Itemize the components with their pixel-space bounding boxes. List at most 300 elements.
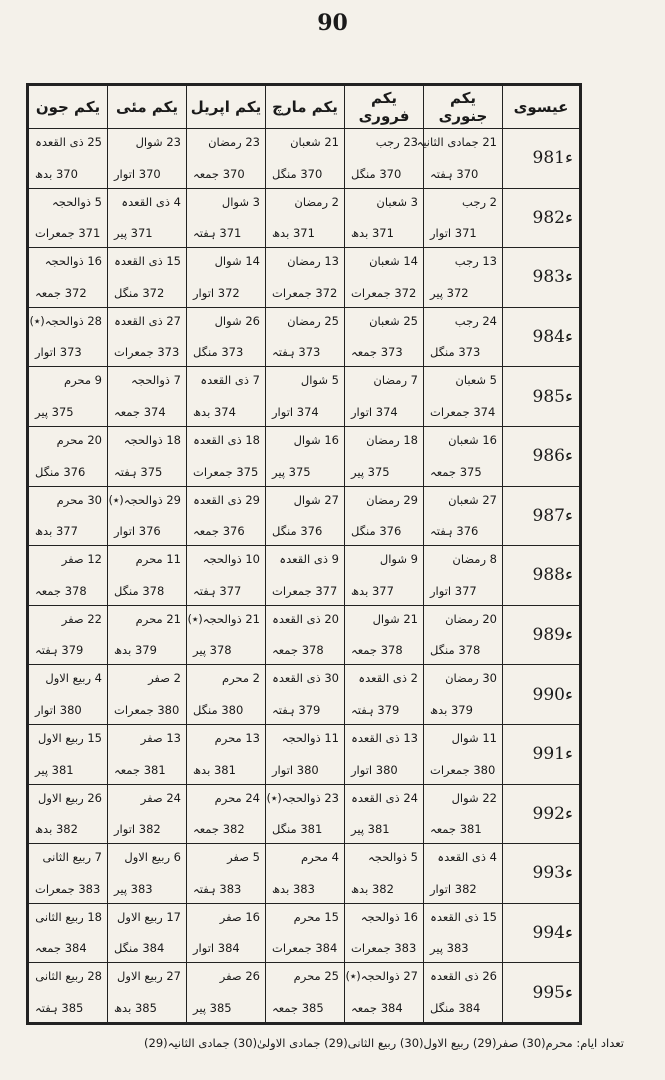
day-cell [266, 129, 345, 189]
header-year: عیسوی [503, 86, 580, 129]
table-body [29, 129, 580, 1023]
day-cell [29, 188, 108, 248]
day-cell [187, 188, 266, 248]
header-month: یکم مئی [108, 86, 187, 129]
hijri-year-weekday: 383 پیر [114, 881, 153, 896]
hijri-year-weekday: 371 اتوار [430, 226, 477, 241]
day-cell [266, 724, 345, 784]
hijri-date: 25 محرم [293, 969, 339, 984]
hijri-date: 26 شوال [214, 313, 260, 328]
year-cell: 990ء [503, 665, 580, 725]
hijri-date: 9 محرم [63, 373, 102, 388]
hijri-date: 4 ربیع الاول [45, 671, 102, 686]
table-row [29, 426, 580, 486]
day-cell [345, 665, 424, 725]
hijri-date: 2 محرم [221, 671, 260, 686]
day-cell [266, 307, 345, 367]
day-cell [187, 963, 266, 1023]
hijri-year-weekday: 383 ہفتہ [193, 881, 242, 896]
hijri-year-weekday: 374 اتوار [272, 404, 319, 419]
day-cell [108, 248, 187, 308]
hijri-year-weekday: 384 جمعہ [35, 941, 87, 956]
hijri-year-weekday: 373 منگل [193, 345, 244, 360]
hijri-year-weekday: 373 جمعرات [114, 345, 180, 360]
year-cell: 995ء [503, 963, 580, 1023]
table-row [29, 903, 580, 963]
day-cell [187, 486, 266, 546]
hijri-year-weekday: 385 جمعہ [272, 1001, 324, 1015]
day-cell [187, 844, 266, 904]
day-cell [266, 367, 345, 427]
hijri-year-weekday: 382 اتوار [114, 822, 161, 837]
day-cell [108, 367, 187, 427]
hijri-date: 23 شوال [135, 135, 181, 149]
hijri-year-weekday: 372 اتوار [193, 285, 240, 300]
day-cell [187, 248, 266, 308]
hijri-date: 13 رمضان [287, 254, 339, 269]
day-cell [424, 844, 503, 904]
day-cell [187, 724, 266, 784]
hijri-year-weekday: 370 منگل [272, 166, 323, 181]
hijri-year-weekday: 380 جمعرات [114, 702, 180, 717]
day-cell [424, 307, 503, 367]
hijri-date: 9 شوال [379, 552, 418, 567]
year-cell: 989ء [503, 605, 580, 665]
hijri-date: 27 شوال [293, 492, 339, 507]
hijri-date: 24 رجب [454, 313, 497, 328]
hijri-year-weekday: 371 جمعرات [35, 226, 101, 241]
hijri-date: 4 ذی القعدہ [437, 850, 497, 865]
hijri-year-weekday: 370 بدھ [35, 166, 78, 181]
hijri-date: 5 صفر [227, 850, 260, 865]
day-cell [29, 367, 108, 427]
hijri-year-weekday: 377 اتوار [430, 583, 477, 598]
hijri-year-weekday: 383 پیر [430, 941, 469, 956]
hijri-date: 5 ذوالحجہ [368, 850, 418, 865]
hijri-date: 25 رمضان [287, 313, 339, 328]
hijri-date: 16 صفر [219, 909, 260, 924]
hijri-date: 7 ربیع الثانی [42, 850, 102, 865]
day-cell [29, 963, 108, 1023]
day-cell [187, 367, 266, 427]
hijri-year-weekday: 374 بدھ [193, 404, 236, 419]
hijri-year-weekday: 377 بدھ [35, 524, 78, 539]
hijri-date: 21 محرم [135, 611, 181, 626]
hijri-date: 23 رجب [375, 135, 418, 149]
day-cell [187, 129, 266, 189]
hijri-date: 17 ربیع الاول [117, 909, 181, 924]
hijri-year-weekday: 371 بدھ [272, 226, 315, 241]
hijri-year-weekday: 376 منگل [351, 524, 402, 539]
year-cell: 994ء [503, 903, 580, 963]
day-cell [424, 605, 503, 665]
hijri-date: 16 شوال [293, 432, 339, 447]
hijri-year-weekday: 382 اتوار [430, 881, 477, 896]
day-cell [266, 486, 345, 546]
hijri-year-weekday: 381 منگل [272, 822, 323, 837]
day-cell [29, 129, 108, 189]
year-cell: 991ء [503, 724, 580, 784]
day-cell [187, 605, 266, 665]
hijri-date: 11 محرم [135, 552, 181, 567]
hijri-year-weekday: 372 جمعہ [35, 285, 87, 300]
day-cell [29, 903, 108, 963]
hijri-date: 15 ربیع الاول [38, 730, 102, 745]
day-cell [187, 426, 266, 486]
hijri-year-weekday: 384 منگل [114, 941, 165, 956]
hijri-year-weekday: 382 بدھ [35, 822, 78, 837]
hijri-date: 3 شعبان [376, 194, 418, 209]
hijri-date: 13 رجب [454, 254, 497, 269]
day-cell [29, 665, 108, 725]
hijri-year-weekday: 373 جمعہ [351, 345, 403, 360]
hijri-date: 16 ذوالحجہ [360, 909, 418, 924]
hijri-date: 16 ذوالحجہ [44, 254, 102, 269]
day-cell [108, 903, 187, 963]
hijri-year-weekday: 381 بدھ [193, 762, 236, 777]
hijri-year-weekday: 383 بدھ [272, 881, 315, 896]
hijri-year-weekday: 379 ہفتہ [272, 702, 321, 717]
hijri-year-weekday: 379 ہفتہ [35, 643, 84, 658]
hijri-year-weekday: 376 جمعہ [193, 524, 245, 539]
day-cell [345, 188, 424, 248]
header-month: یکم اپریل [187, 86, 266, 129]
day-cell [108, 307, 187, 367]
year-cell: 988ء [503, 546, 580, 606]
hijri-year-weekday: 378 منگل [114, 583, 165, 598]
day-cell [424, 963, 503, 1023]
hijri-date: 13 صفر [140, 730, 181, 745]
hijri-year-weekday: 380 اتوار [351, 762, 398, 777]
day-cell [424, 367, 503, 427]
hijri-year-weekday: 371 ہفتہ [193, 226, 242, 241]
hijri-year-weekday: 380 اتوار [35, 702, 82, 717]
hijri-year-weekday: 372 پیر [430, 285, 469, 300]
hijri-year-weekday: 378 جمعہ [351, 643, 403, 658]
hijri-date: 20 ذی القعدہ [272, 611, 339, 626]
day-cell [108, 665, 187, 725]
day-cell [108, 129, 187, 189]
hijri-date: 29 ذی القعدہ [193, 492, 260, 507]
day-cell [108, 546, 187, 606]
day-cell [187, 307, 266, 367]
table-row [29, 546, 580, 606]
hijri-year-weekday: 370 منگل [351, 166, 402, 181]
header-month: یکم جون [29, 86, 108, 129]
day-cell [266, 844, 345, 904]
calendar-table-frame [26, 83, 582, 1025]
day-cell [424, 665, 503, 725]
year-cell: 992ء [503, 784, 580, 844]
hijri-date: 16 شعبان [448, 432, 497, 447]
hijri-year-weekday: 375 جمعہ [430, 464, 482, 479]
hijri-year-weekday: 380 منگل [193, 702, 244, 717]
hijri-year-weekday: 381 پیر [35, 762, 74, 777]
hijri-date: 5 شوال [300, 373, 339, 388]
day-cell [108, 426, 187, 486]
calendar-conversion-table [28, 85, 580, 1023]
hijri-date: 2 ذی القعدہ [358, 671, 418, 686]
hijri-year-weekday: 381 پیر [351, 822, 390, 837]
day-cell [108, 963, 187, 1023]
hijri-date: 13 ذی القعدہ [351, 730, 418, 745]
footer-note: تعداد ایام: محرم(30) صفر(29) ربیع الاول(30) ربیع الثانی(29) جمادی الاولیٰ(30) جمادی الثانیہ(29) [144, 1036, 624, 1050]
year-cell: 984ء [503, 307, 580, 367]
day-cell [345, 546, 424, 606]
hijri-date: 24 محرم [214, 790, 260, 805]
hijri-date: 4 ذی القعدہ [121, 194, 181, 209]
table-row [29, 844, 580, 904]
table-row [29, 248, 580, 308]
hijri-date: 28 ربیع الثانی [35, 969, 102, 984]
day-cell [345, 784, 424, 844]
table-row [29, 486, 580, 546]
year-cell: 981ء [503, 129, 580, 189]
day-cell [345, 486, 424, 546]
day-cell [29, 844, 108, 904]
hijri-date: 5 شعبان [455, 373, 497, 388]
day-cell [424, 546, 503, 606]
day-cell [187, 903, 266, 963]
hijri-date: 29 ذوالحجہ(٭) [108, 492, 181, 507]
hijri-date: 9 ذی القعدہ [279, 552, 339, 567]
day-cell [424, 903, 503, 963]
day-cell [424, 248, 503, 308]
day-cell [424, 724, 503, 784]
table-row [29, 665, 580, 725]
year-cell: 983ء [503, 248, 580, 308]
hijri-year-weekday: 378 منگل [430, 643, 481, 658]
hijri-date: 7 ذی القعدہ [200, 373, 260, 388]
header-month: یکم مارچ [266, 86, 345, 129]
table-row [29, 963, 580, 1023]
day-cell [29, 486, 108, 546]
hijri-date: 14 شعبان [369, 254, 418, 269]
hijri-date: 30 محرم [56, 492, 102, 507]
day-cell [266, 546, 345, 606]
day-cell [108, 844, 187, 904]
year-cell: 982ء [503, 188, 580, 248]
hijri-date: 22 شوال [451, 790, 497, 805]
day-cell [424, 486, 503, 546]
hijri-date: 15 ذی القعدہ [114, 254, 181, 269]
hijri-date: 15 محرم [293, 909, 339, 924]
hijri-date: 21 جمادی الثانیہ [416, 135, 497, 149]
hijri-date: 6 ربیع الاول [124, 850, 181, 865]
hijri-date: 23 رمضان [208, 135, 260, 149]
day-cell [345, 129, 424, 189]
year-cell: 985ء [503, 367, 580, 427]
header-month: یکم جنوری [424, 86, 503, 129]
hijri-date: 24 ذی القعدہ [351, 790, 418, 805]
hijri-date: 22 صفر [61, 611, 102, 626]
hijri-date: 20 رمضان [445, 611, 497, 626]
hijri-year-weekday: 374 اتوار [351, 404, 398, 419]
hijri-date: 30 ذی القعدہ [272, 671, 339, 686]
hijri-date: 18 ذی القعدہ [193, 432, 260, 447]
year-cell: 993ء [503, 844, 580, 904]
hijri-year-weekday: 375 پیر [35, 404, 74, 419]
hijri-date: 10 ذوالحجہ [202, 552, 260, 567]
hijri-date: 29 رمضان [366, 492, 418, 507]
table-row [29, 724, 580, 784]
table-row [29, 784, 580, 844]
hijri-year-weekday: 373 اتوار [35, 345, 82, 360]
hijri-year-weekday: 375 پیر [272, 464, 311, 479]
hijri-year-weekday: 371 بدھ [351, 226, 394, 241]
hijri-date: 8 رمضان [452, 552, 497, 567]
hijri-year-weekday: 385 بدھ [114, 1001, 157, 1015]
day-cell [345, 248, 424, 308]
day-cell [29, 426, 108, 486]
hijri-year-weekday: 385 ہفتہ [35, 1001, 84, 1015]
hijri-date: 21 ذوالحجہ(٭) [187, 611, 260, 626]
hijri-date: 27 شعبان [448, 492, 497, 507]
hijri-date: 18 رمضان [366, 432, 418, 447]
hijri-year-weekday: 384 جمعرات [272, 941, 338, 956]
hijri-date: 21 شعبان [290, 135, 339, 149]
hijri-year-weekday: 379 بدھ [430, 702, 473, 717]
hijri-year-weekday: 373 ہفتہ [272, 345, 321, 360]
day-cell [266, 963, 345, 1023]
day-cell [345, 844, 424, 904]
hijri-date: 7 رمضان [373, 373, 418, 388]
hijri-date: 7 ذوالحجہ [131, 373, 181, 388]
day-cell [266, 248, 345, 308]
day-cell [108, 784, 187, 844]
hijri-year-weekday: 379 ہفتہ [351, 702, 400, 717]
day-cell [29, 605, 108, 665]
hijri-year-weekday: 381 جمعہ [430, 822, 482, 837]
day-cell [345, 605, 424, 665]
hijri-date: 27 ذوالحجہ(٭) [345, 969, 418, 984]
hijri-year-weekday: 370 ہفتہ [430, 166, 479, 181]
hijri-date: 11 ذوالحجہ [281, 730, 339, 745]
day-cell [29, 248, 108, 308]
hijri-year-weekday: 372 جمعرات [272, 285, 338, 300]
hijri-year-weekday: 370 جمعہ [193, 166, 245, 181]
hijri-date: 26 ربیع الاول [38, 790, 102, 805]
hijri-date: 25 ذی القعدہ [35, 135, 102, 149]
hijri-date: 30 رمضان [445, 671, 497, 686]
day-cell [266, 605, 345, 665]
hijri-date: 18 ربیع الثانی [35, 909, 102, 924]
hijri-year-weekday: 379 بدھ [114, 643, 157, 658]
hijri-date: 18 ذوالحجہ [123, 432, 181, 447]
hijri-year-weekday: 384 اتوار [193, 941, 240, 956]
hijri-year-weekday: 377 بدھ [351, 583, 394, 598]
hijri-year-weekday: 382 جمعہ [193, 822, 245, 837]
hijri-date: 15 ذی القعدہ [430, 909, 497, 924]
hijri-date: 23 ذوالحجہ(٭) [266, 790, 339, 805]
hijri-year-weekday: 374 جمعرات [430, 404, 496, 419]
hijri-year-weekday: 375 پیر [351, 464, 390, 479]
hijri-year-weekday: 385 پیر [193, 1001, 232, 1015]
year-cell: 986ء [503, 426, 580, 486]
hijri-year-weekday: 376 اتوار [114, 524, 161, 539]
day-cell [416, 129, 503, 189]
hijri-date: 27 ربیع الاول [117, 969, 181, 984]
hijri-year-weekday: 382 بدھ [351, 881, 394, 896]
hijri-year-weekday: 381 جمعہ [114, 762, 166, 777]
day-cell [424, 426, 503, 486]
header-month: یکم فروری [345, 86, 424, 129]
hijri-date: 2 صفر [148, 671, 181, 686]
hijri-date: 21 شوال [372, 611, 418, 626]
hijri-year-weekday: 375 ہفتہ [114, 464, 163, 479]
hijri-year-weekday: 377 جمعرات [272, 583, 338, 598]
day-cell [108, 724, 187, 784]
hijri-year-weekday: 380 اتوار [272, 762, 319, 777]
hijri-date: 3 شوال [221, 194, 260, 209]
hijri-year-weekday: 371 پیر [114, 226, 153, 241]
day-cell [266, 784, 345, 844]
hijri-year-weekday: 380 جمعرات [430, 762, 496, 777]
day-cell [29, 546, 108, 606]
hijri-date: 24 صفر [140, 790, 181, 805]
year-cell: 987ء [503, 486, 580, 546]
table-row [29, 605, 580, 665]
day-cell [266, 426, 345, 486]
hijri-date: 2 رمضان [294, 194, 339, 209]
day-cell [345, 903, 424, 963]
table-row [29, 367, 580, 427]
hijri-year-weekday: 384 جمعہ [351, 1001, 403, 1015]
hijri-year-weekday: 384 منگل [430, 1001, 481, 1015]
day-cell [345, 426, 424, 486]
hijri-year-weekday: 377 ہفتہ [193, 583, 242, 598]
hijri-date: 26 صفر [219, 969, 260, 984]
day-cell [345, 307, 424, 367]
table-row [29, 188, 580, 248]
hijri-year-weekday: 378 جمعہ [272, 643, 324, 658]
day-cell [345, 963, 424, 1023]
hijri-date: 4 محرم [300, 850, 339, 865]
hijri-date: 20 محرم [56, 432, 102, 447]
hijri-date: 2 رجب [462, 194, 497, 209]
hijri-date: 14 شوال [214, 254, 260, 269]
hijri-year-weekday: 376 منگل [35, 464, 86, 479]
hijri-date: 25 شعبان [369, 313, 418, 328]
day-cell [345, 367, 424, 427]
day-cell [424, 188, 503, 248]
day-cell [108, 605, 187, 665]
hijri-year-weekday: 378 پیر [193, 643, 232, 658]
hijri-date: 13 محرم [214, 730, 260, 745]
hijri-year-weekday: 383 جمعرات [35, 881, 101, 896]
hijri-date: 12 صفر [61, 552, 102, 567]
hijri-year-weekday: 376 منگل [272, 524, 323, 539]
hijri-year-weekday: 372 منگل [114, 285, 165, 300]
hijri-year-weekday: 376 ہفتہ [430, 524, 479, 539]
day-cell [266, 188, 345, 248]
hijri-date: 11 شوال [451, 730, 497, 745]
hijri-year-weekday: 373 منگل [430, 345, 481, 360]
header-row [29, 86, 580, 129]
day-cell [424, 784, 503, 844]
day-cell [108, 188, 187, 248]
hijri-year-weekday: 374 جمعہ [114, 404, 166, 419]
hijri-date: 5 ذوالحجہ [52, 194, 102, 209]
day-cell [29, 307, 108, 367]
hijri-date: 27 ذی القعدہ [114, 313, 181, 328]
day-cell [187, 665, 266, 725]
hijri-year-weekday: 372 جمعرات [351, 285, 417, 300]
table-row [29, 129, 580, 189]
day-cell [266, 665, 345, 725]
day-cell [29, 724, 108, 784]
day-cell [29, 784, 108, 844]
